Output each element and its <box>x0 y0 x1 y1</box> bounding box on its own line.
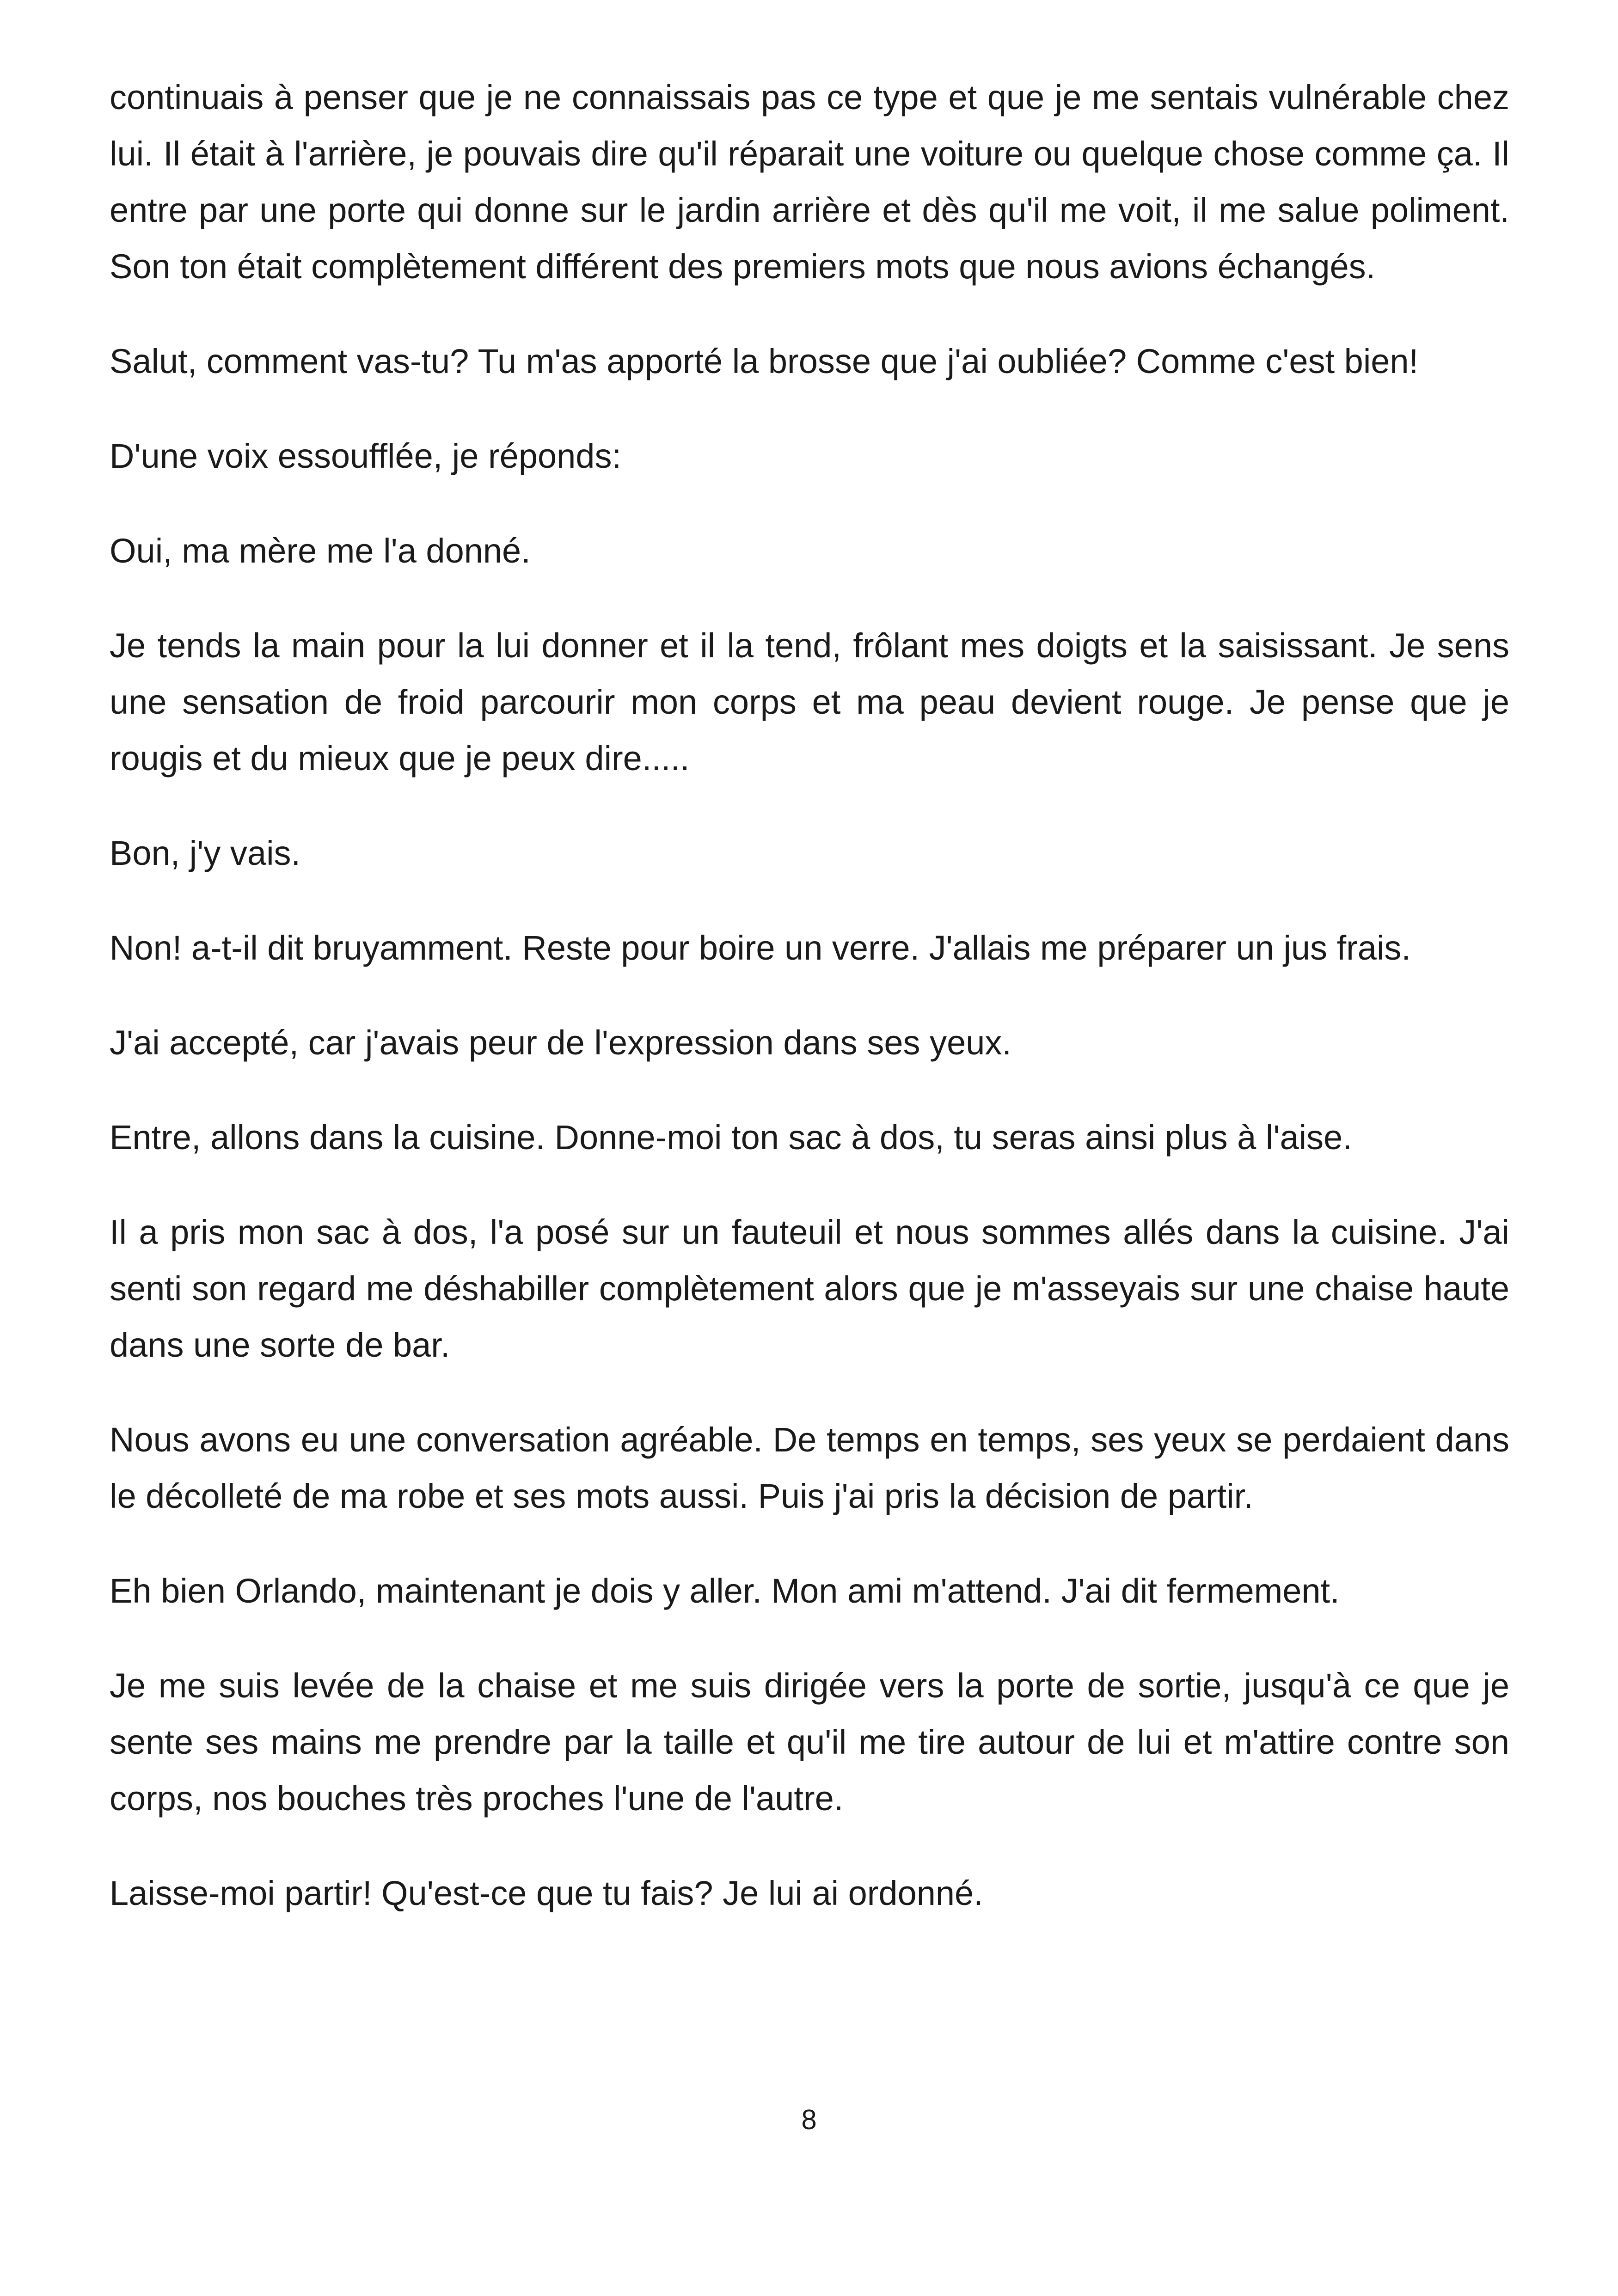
paragraph: Je tends la main pour la lui donner et il la tend, frôlant mes doigts et la saisissant. Je sens une sensation de froid parcourir mon corps et ma peau devient rouge. Je pense que je rougis et du mieux que je peux dire..... <box>110 626 1509 778</box>
paragraph: Non! a-t-il dit bruyamment. Reste pour boire un verre. J'allais me préparer un jus frais. <box>110 929 1411 967</box>
paragraph: Laisse-moi partir! Qu'est-ce que tu fais? Je lui ai ordonné. <box>110 1874 983 1912</box>
page-number: 8 <box>801 2104 817 2135</box>
paragraph: Entre, allons dans la cuisine. Donne-moi ton sac à dos, tu seras ainsi plus à l'aise. <box>110 1118 1352 1157</box>
paragraph: Il a pris mon sac à dos, l'a posé sur un fauteuil et nous sommes allés dans la cuisine. J'ai senti son regard me déshabiller complètement alors que je m'asseyais sur une chaise haute dans une sorte de bar. <box>110 1213 1509 1364</box>
paragraph: J'ai accepté, car j'avais peur de l'expression dans ses yeux. <box>110 1023 1011 1062</box>
paragraph: continuais à penser que je ne connaissais pas ce type et que je me sentais vulnérable chez lui. Il était à l'arrière, je pouvais dire qu'il réparait une voiture ou quelque chose comme ça. Il entre par une porte qui donne sur le jardin arrière et dès qu'il me voit, il me salue poliment. Son ton était complètement différent des premiers mots que nous avions échangés. <box>110 78 1509 286</box>
body-text <box>110 69 1509 1960</box>
paragraph: Salut, comment vas-tu? Tu m'as apporté la brosse que j'ai oubliée? Comme c'est bien! <box>110 342 1419 380</box>
paragraph: Oui, ma mère me l'a donné. <box>110 532 531 570</box>
paragraph: Bon, j'y vais. <box>110 834 301 872</box>
paragraph: Je me suis levée de la chaise et me suis dirigée vers la porte de sortie, jusqu'à ce que je sente ses mains me prendre par la taille et qu'il me tire autour de lui et m'attire contre son corps, nos bouches très proches l'une de l'autre. <box>110 1666 1509 1818</box>
paragraph: D'une voix essoufflée, je réponds: <box>110 437 622 475</box>
paragraph: Nous avons eu une conversation agréable. De temps en temps, ses yeux se perdaient dans le décolleté de ma robe et ses mots aussi. Puis j'ai pris la décision de partir. <box>110 1420 1509 1515</box>
paragraph: Eh bien Orlando, maintenant je dois y aller. Mon ami m'attend. J'ai dit fermement. <box>110 1572 1340 1610</box>
